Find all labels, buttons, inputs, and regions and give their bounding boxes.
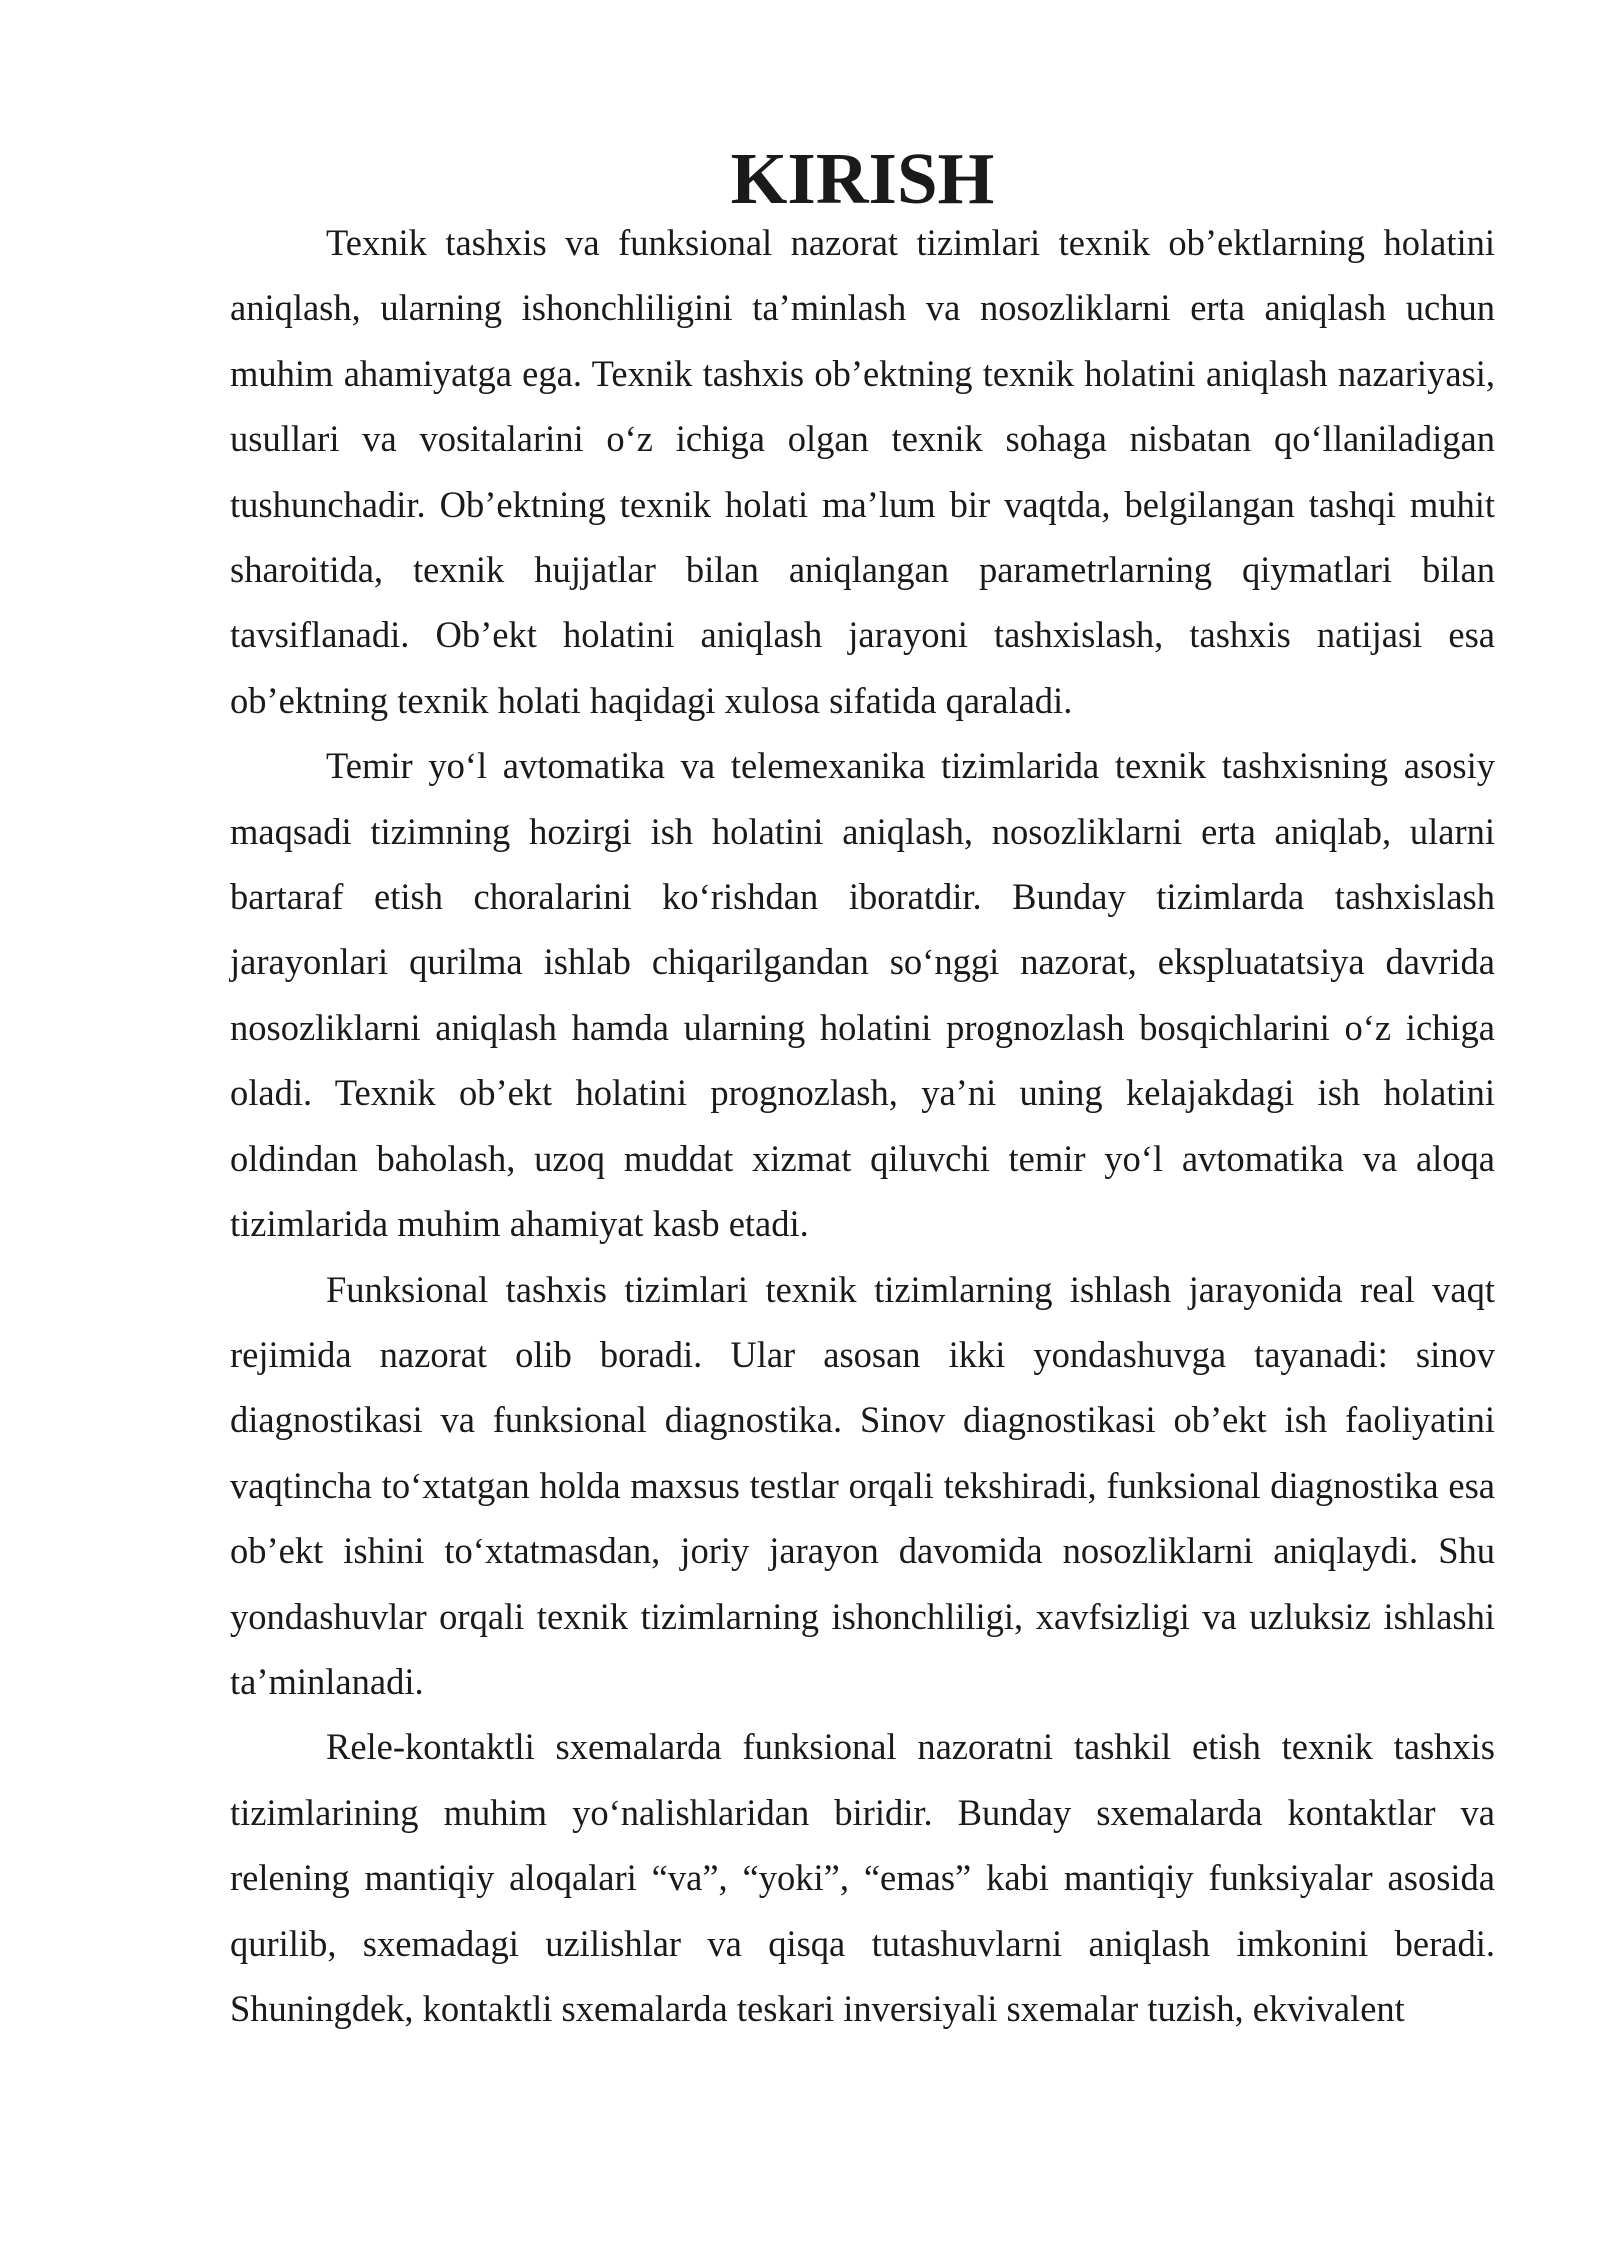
- paragraph-1: Texnik tashxis va funksional nazorat tizimlari texnik ob’ektlarning holatini aniqlash, ularning ishonchliligini ta’minlash va nosozliklarni erta aniqlash uchun muhim ahamiyatga ega. Texnik tashxis ob’ektning texnik holatini aniqlash nazariyasi, usullari va vositalarini o‘z ichiga olgan texnik sohaga nisbatan qo‘llaniladigan tushunchadir. Ob’ektning texnik holati ma’lum bir vaqtda, belgilangan tashqi muhit sharoitida, texnik hujjatlar bilan aniqlangan parametrlarning qiymatlari bilan tavsiflanadi. Ob’ekt holatini aniqlash jarayoni tashxislash, tashxis natijasi esa ob’ektning texnik holati haqidagi xulosa sifatida qaraladi.: [230, 222, 1495, 721]
- document-page: [230, 138, 1495, 2041]
- paragraph-2: Temir yo‘l avtomatika va telemexanika tizimlarida texnik tashxisning asosiy maqsadi tizimning hozirgi ish holatini aniqlash, nosozliklarni erta aniqlab, ularni bartaraf etish choralarini ko‘rishdan iboratdir. Bunday tizimlarda tashxislash jarayonlari qurilma ishlab chiqarilgandan so‘nggi nazorat, ekspluatatsiya davrida nosozliklarni aniqlash hamda ularning holatini prognozlash bosqichlarini o‘z ichiga oladi. Texnik ob’ekt holatini prognozlash, ya’ni uning kelajakdagi ish holatini oldindan baholash, uzoq muddat xizmat qiluvchi temir yo‘l avtomatika va aloqa tizimlarida muhim ahamiyat kasb etadi.: [230, 745, 1495, 1245]
- paragraph-3: Funksional tashxis tizimlari texnik tizimlarning ishlash jarayonida real vaqt rejimida nazorat olib boradi. Ular asosan ikki yondashuvga tayanadi: sinov diagnostikasi va funksional diagnostika. Sinov diagnostikasi ob’ekt ish faoliyatini vaqtincha to‘xtatgan holda maxsus testlar orqali tekshiradi, funksional diagnostika esa ob’ekt ishini to‘xtatmasdan, joriy jarayon davomida nosozliklarni aniqlaydi. Shu yondashuvlar orqali texnik tizimlarning ishonchliligi, xavfsizligi va uzluksiz ishlashi ta’minlanadi.: [230, 1268, 1495, 1702]
- page-title: KIRISH: [730, 138, 995, 219]
- paragraph-4: Rele-kontaktli sxemalarda funksional nazoratni tashkil etish texnik tashxis tizimlarining muhim yo‘nalishlaridan biridir. Bunday sxemalarda kontaktlar va relening mantiqiy aloqalari “va”, “yoki”, “emas” kabi mantiqiy funksiyalar asosida qurilib, sxemadagi uzilishlar va qisqa tutashuvlarni aniqlash imkonini beradi. Shuningdek, kontaktli sxemalarda teskari inversiyali sxemalar tuzish, ekvivalent: [230, 1726, 1495, 2029]
